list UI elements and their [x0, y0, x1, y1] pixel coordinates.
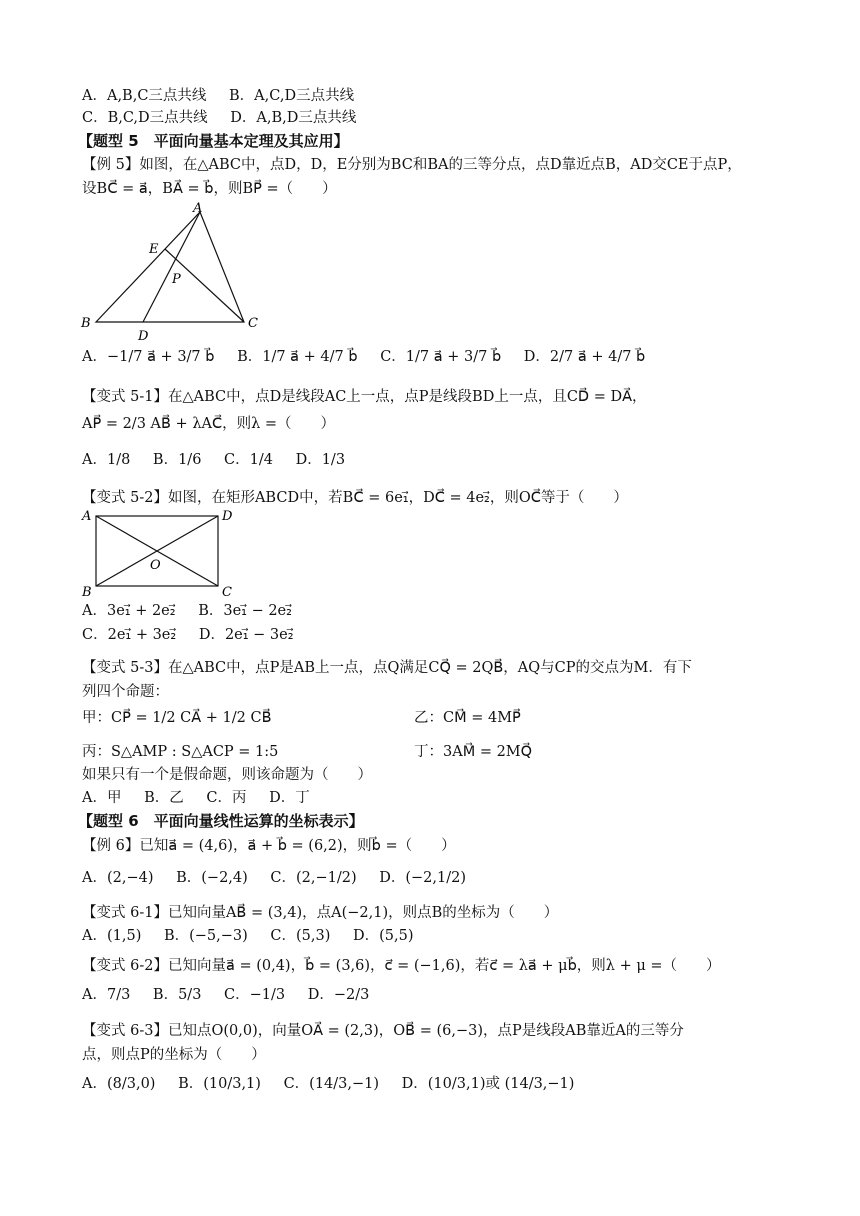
option-d[interactable]: D．(10/3,1)或 (14/3,−1)	[401, 1076, 575, 1092]
option-c[interactable]: C．B,C,D三点共线	[82, 110, 208, 126]
variant-5-3-question: 如果只有一个是假命题，则该命题为（ ）	[82, 767, 372, 783]
example-6-options	[82, 868, 484, 888]
variant-5-3-stem-line1: 【变式 5-3】在△ABC中，点P是AB上一点，点Q满足CQ⃗ = 2QB⃗，AQ与CP的交点为M．有下	[82, 660, 692, 676]
option-a[interactable]: A．A,B,C三点共线	[82, 88, 207, 104]
proposition-bing: 丙：S△AMP : S△ACP = 1:5	[82, 744, 279, 760]
variant-5-2-stem: 【变式 5-2】如图，在矩形ABCD中，若BC⃗ = 6e₁⃗，DC⃗ = 4e₂⃗，则OC⃗等于（ ）	[82, 490, 628, 506]
variant-5-1-options	[82, 450, 363, 470]
option-b[interactable]: B．(−2,4)	[176, 870, 248, 886]
option-c[interactable]: C．(14/3,−1)	[283, 1076, 380, 1092]
option-c[interactable]: C．1/4	[224, 452, 273, 468]
triangle-abc	[96, 212, 244, 322]
variant-6-1-options	[82, 926, 431, 946]
option-c[interactable]: C．1/7 a⃗ + 3/7 b⃗	[380, 349, 502, 365]
variant-6-3-stem-line2: 点，则点P的坐标为（ ）	[82, 1047, 266, 1063]
variant-5-3-stem-line2: 列四个命题：	[82, 684, 169, 700]
variant-6-2-options	[82, 985, 387, 1005]
option-b[interactable]: B．1/7 a⃗ + 4/7 b⃗	[237, 349, 358, 365]
example-6-stem: 【例 6】已知a⃗ = (4,6)，a⃗ + b⃗ = (6,2)，则b⃗ =（ ）	[82, 838, 456, 854]
option-c[interactable]: C．丙	[206, 790, 247, 806]
proposition-jia: 甲：CP⃗ = 1/2 CA⃗ + 1/2 CB⃗	[82, 710, 272, 726]
option-b[interactable]: B．5/3	[152, 987, 202, 1003]
triangle-figure	[76, 200, 276, 350]
example-5-options	[82, 347, 663, 367]
option-b[interactable]: B．(−5,−3)	[163, 928, 248, 944]
section-5-title: 【题型 5 平面向量基本定理及其应用】	[78, 132, 349, 150]
variant-6-1-stem: 【变式 6-1】已知向量AB⃗ = (3,4)，点A(−2,1)，则点B的坐标为（ ）	[82, 905, 559, 921]
option-d[interactable]: D．2/7 a⃗ + 4/7 b⃗	[523, 349, 646, 365]
prev-question-options	[82, 86, 372, 106]
example-5-stem-line2: 设BC⃗ = a⃗，BA⃗ = b⃗，则BP⃗ =（ ）	[82, 181, 337, 197]
variant-5-2-options-row2	[82, 625, 312, 645]
proposition-ding: 丁：3AM⃗ = 2MQ⃗	[414, 744, 533, 760]
label-c: C	[248, 316, 258, 331]
label-e: E	[149, 242, 159, 257]
label-o: O	[150, 558, 161, 573]
option-a[interactable]: A．(1,5)	[82, 928, 142, 944]
variant-5-3-options	[82, 788, 328, 808]
option-b[interactable]: B．乙	[144, 790, 184, 806]
option-a[interactable]: A．−1/7 a⃗ + 3/7 b⃗	[82, 349, 215, 365]
label-c: C	[222, 585, 232, 600]
option-c[interactable]: C．−1/3	[224, 987, 286, 1003]
option-b[interactable]: B．1/6	[152, 452, 202, 468]
option-a[interactable]: A．1/8	[82, 452, 131, 468]
option-d[interactable]: D．A,B,D三点共线	[230, 110, 357, 126]
option-a[interactable]: A．(2,−4)	[82, 870, 154, 886]
label-d: D	[222, 509, 233, 524]
option-b[interactable]: B．A,C,D三点共线	[229, 88, 355, 104]
segment-ad	[143, 212, 200, 322]
variant-6-3-stem-line1: 【变式 6-3】已知点O(0,0)，向量OA⃗ = (2,3)，OB⃗ = (6,−3)，点P是线段AB靠近A的三等分	[82, 1023, 684, 1039]
rectangle-figure	[78, 504, 248, 600]
prev-question-options-row2	[82, 108, 374, 128]
option-d[interactable]: D．(5,5)	[352, 928, 414, 944]
variant-6-3-options	[82, 1074, 592, 1094]
option-d[interactable]: D．2e₁⃗ − 3e₂⃗	[198, 627, 294, 643]
option-b[interactable]: B．3e₁⃗ − 2e₂⃗	[198, 603, 292, 619]
label-b: B	[82, 585, 92, 600]
option-d[interactable]: D．(−2,1/2)	[379, 870, 467, 886]
option-a[interactable]: A．甲	[82, 790, 122, 806]
option-d[interactable]: D．1/3	[295, 452, 346, 468]
label-b: B	[81, 316, 91, 331]
option-d[interactable]: D．丁	[269, 790, 310, 806]
label-d: D	[138, 329, 149, 344]
label-a: A	[82, 509, 92, 524]
variant-5-1-stem-line2: AP⃗ = 2/3 AB⃗ + λAC⃗，则λ =（ ）	[82, 416, 336, 432]
option-c[interactable]: C．(2,−1/2)	[270, 870, 357, 886]
label-a: A	[193, 201, 203, 216]
option-c[interactable]: C．(5,3)	[270, 928, 331, 944]
variant-5-1-stem-line1: 【变式 5-1】在△ABC中，点D是线段AC上一点，点P是线段BD上一点，且CD⃗ = DA⃗，	[82, 389, 647, 405]
variant-5-2-options-row1	[82, 601, 310, 621]
option-c[interactable]: C．2e₁⃗ + 3e₂⃗	[82, 627, 177, 643]
label-p: P	[172, 272, 181, 287]
proposition-yi: 乙：CM⃗ = 4MP⃗	[414, 710, 521, 726]
section-6-title: 【题型 6 平面向量线性运算的坐标表示】	[78, 812, 364, 830]
option-a[interactable]: A．(8/3,0)	[82, 1076, 156, 1092]
option-a[interactable]: A．3e₁⃗ + 2e₂⃗	[82, 603, 176, 619]
option-d[interactable]: D．−2/3	[307, 987, 370, 1003]
option-b[interactable]: B．(10/3,1)	[178, 1076, 261, 1092]
option-a[interactable]: A．7/3	[82, 987, 131, 1003]
example-5-stem-line1: 【例 5】如图，在△ABC中，点D，D，E分别为BC和BA的三等分点，点D靠近点B，AD交CE于点P，	[82, 157, 742, 173]
variant-6-2-stem: 【变式 6-2】已知向量a⃗ = (0,4)，b⃗ = (3,6)，c⃗ = (−1,6)，若c⃗ = λa⃗ + μb⃗，则λ + μ =（ ）	[82, 958, 721, 974]
